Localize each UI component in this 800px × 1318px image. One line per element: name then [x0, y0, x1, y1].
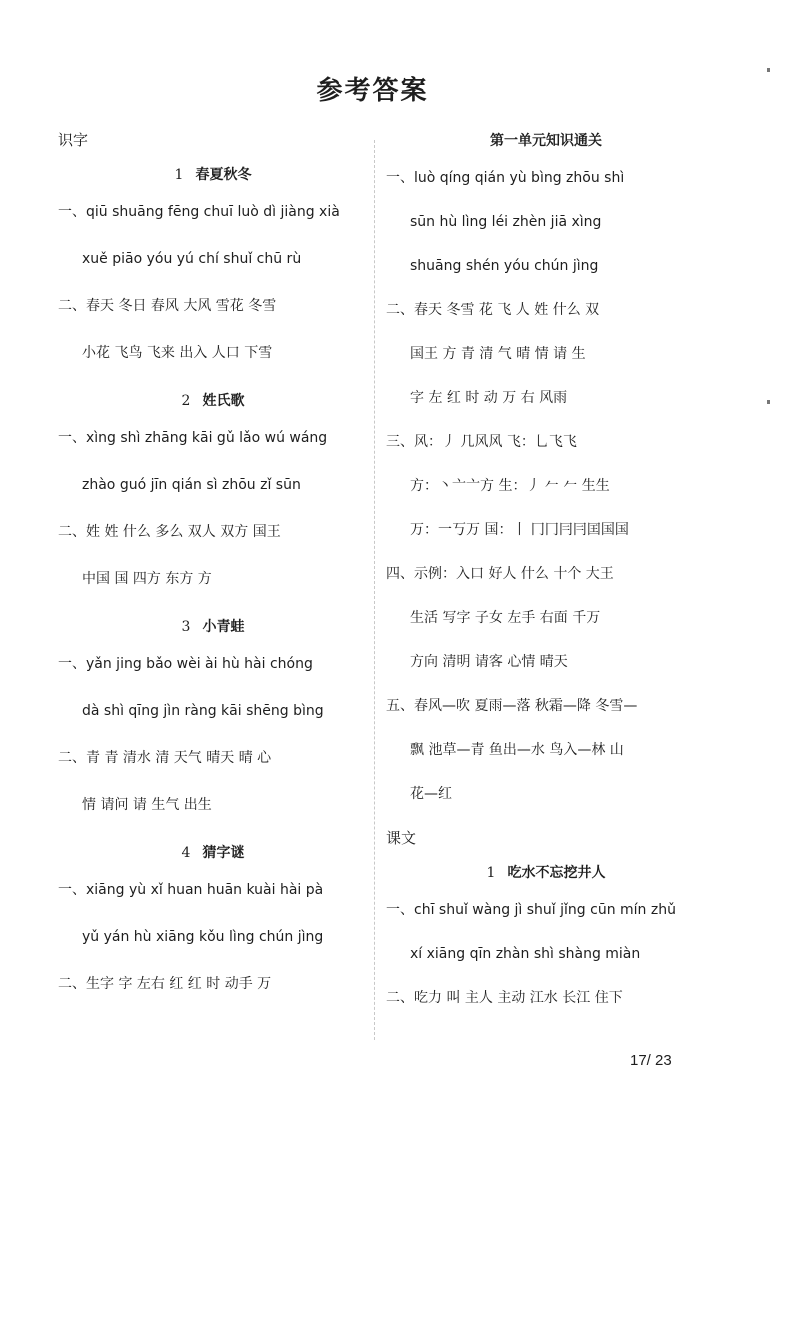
lesson-title	[386, 860, 706, 886]
answer-line: xuě piāo yóu yú chí shuǐ chū rù	[82, 251, 302, 267]
answer-line: 五、春风—吹 夏雨—落 秋霜—降 冬雪—	[386, 698, 638, 714]
answer-line: 生活 写字 子女 左手 右面 千万	[410, 610, 601, 626]
answer-line: 一、xiāng yù xǐ huan huān kuài hài pà	[58, 882, 324, 898]
lesson-number: 1	[174, 167, 184, 183]
page-title: 参考答案	[316, 76, 429, 106]
lesson-name: 小青蛙	[202, 619, 245, 635]
answer-line: 飘 池草—青 鱼出—水 鸟入—林 山	[410, 742, 624, 758]
answer-line: 万：一丂万 国：丨 冂冂冃冃囯国国	[410, 522, 629, 538]
lesson-number: 3	[181, 619, 191, 635]
answer-line: 二、春天 冬雪 花 飞 人 姓 什么 双	[386, 302, 600, 318]
left-column	[58, 128, 368, 1019]
answer-line: 一、luò qíng qián yù bìng zhōu shì	[386, 170, 625, 186]
scan-mark	[767, 400, 770, 404]
answer-line: 情 请问 请 生气 出生	[82, 797, 212, 813]
answer-line: zhào guó jīn qián sì zhōu zǐ sūn	[82, 477, 301, 493]
answer-line: 字 左 红 时 动 万 右 风雨	[410, 390, 568, 406]
lesson-number: 4	[181, 845, 191, 861]
answer-line: 一、chī shuǐ wàng jì shuǐ jǐng cūn mín zhǔ	[386, 902, 676, 918]
lesson-title	[58, 840, 368, 866]
answer-line: 一、xìng shì zhāng kāi gǔ lǎo wú wáng	[58, 430, 328, 446]
section-title: 课文	[386, 829, 417, 847]
answer-line: 三、风：丿 几风风 飞：乚飞飞	[386, 434, 577, 450]
lesson-name: 春夏秋冬	[195, 167, 252, 183]
answer-line: 方：丶亠亠方 生：丿 𠂉 𠂉 生生	[410, 478, 610, 494]
lesson-title	[58, 614, 368, 640]
answer-line: dà shì qīng jìn ràng kāi shēng bìng	[82, 703, 324, 719]
answer-line: 一、qiū shuāng fēng chuī luò dì jiàng xià	[58, 204, 340, 220]
lesson-title	[58, 162, 368, 188]
answer-line: 二、姓 姓 什么 多么 双人 双方 国王	[58, 524, 281, 540]
answer-line: 二、生字 字 左右 红 红 时 动手 万	[58, 976, 272, 992]
answer-line: 一、yǎn jing bǎo wèi ài hù hài chóng	[58, 656, 313, 672]
lesson-name: 姓氏歌	[202, 393, 245, 409]
lesson-number: 1	[486, 865, 496, 881]
column-divider	[374, 140, 375, 1040]
answer-line: xí xiāng qīn zhàn shì shàng miàn	[410, 946, 641, 962]
right-column	[386, 128, 706, 1030]
answer-line: shuāng shén yóu chún jìng	[410, 258, 599, 274]
lesson-name: 吃水不忘挖井人	[507, 865, 606, 881]
answer-line: 花—红	[410, 786, 452, 802]
answer-line: 小花 飞鸟 飞来 出入 人口 下雪	[82, 345, 273, 361]
scan-mark	[767, 68, 770, 72]
answer-line: yǔ yán hù xiāng kǒu lìng chún jìng	[82, 929, 324, 945]
answer-line: 国王 方 青 清 气 晴 情 请 生	[410, 346, 586, 362]
page-number: 17/ 23	[630, 1052, 672, 1069]
answer-line: 二、吃力 叫 主人 主动 江水 长江 住下	[386, 990, 623, 1006]
answer-line: 二、春天 冬日 春风 大风 雪花 冬雪	[58, 298, 277, 314]
answer-line: 四、示例：入口 好人 什么 十个 大王	[386, 566, 614, 582]
answer-line: sūn hù lìng léi zhèn jiā xìng	[410, 214, 602, 230]
unit-title: 第一单元知识通关	[490, 133, 602, 149]
answer-line: 中国 国 四方 东方 方	[82, 571, 212, 587]
lesson-title	[58, 388, 368, 414]
lesson-number: 2	[181, 393, 191, 409]
answer-line: 方向 清明 请客 心情 晴天	[410, 654, 568, 670]
answer-line: 二、青 青 清水 清 天气 晴天 晴 心	[58, 750, 272, 766]
section-title: 识字	[58, 131, 89, 149]
lesson-name: 猜字谜	[202, 845, 245, 861]
